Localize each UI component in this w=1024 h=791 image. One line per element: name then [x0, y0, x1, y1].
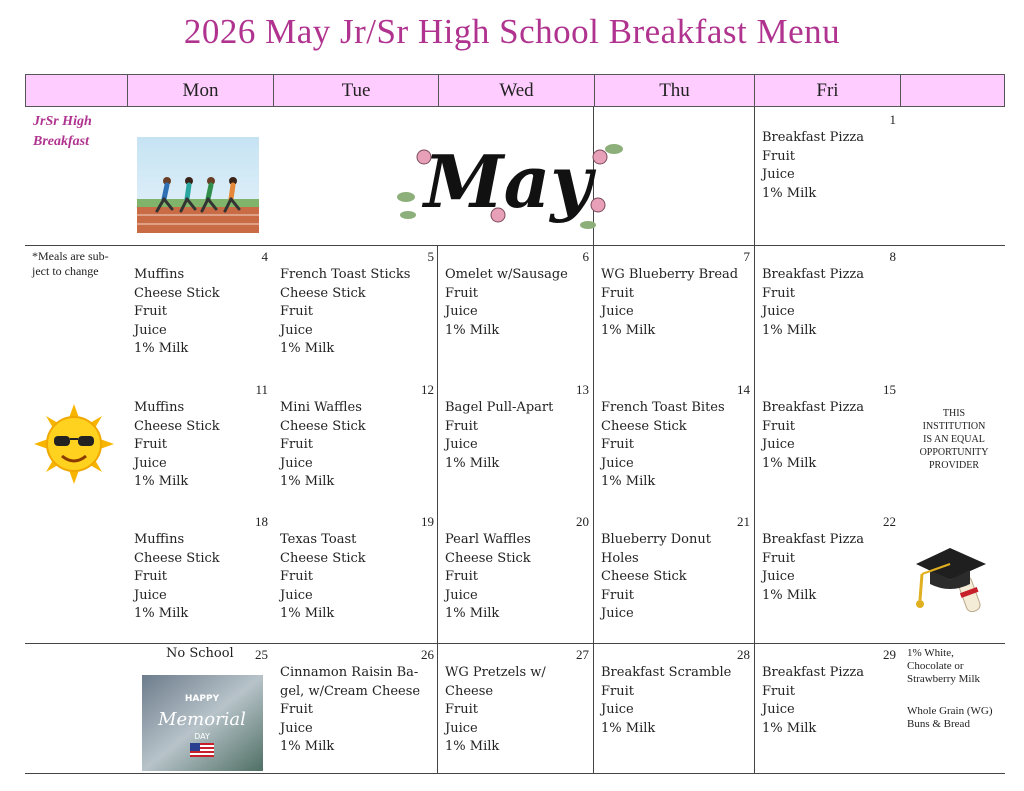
day-number: 19	[421, 514, 434, 529]
grid-line	[754, 107, 755, 773]
menu-item: 1% Milk	[601, 322, 656, 338]
eo-line: IS AN EQUAL	[923, 434, 985, 445]
menu-item: Fruit	[134, 304, 167, 320]
memorial-line-3: DAY	[194, 732, 210, 741]
menu-item: gel, w/Cream Cheese	[280, 683, 421, 699]
menu-item: Cheese Stick	[280, 550, 366, 566]
milk-line: Chocolate or	[907, 660, 964, 672]
menu-item: 1% Milk	[762, 720, 817, 736]
menu-item: Juice	[762, 167, 795, 183]
milk-note	[907, 647, 980, 686]
equal-opportunity-statement	[906, 407, 1002, 472]
menu-item: Juice	[601, 455, 634, 471]
day-number: 4	[261, 249, 268, 264]
day-number: 12	[421, 382, 434, 397]
menu-item: Holes	[601, 550, 639, 566]
menu-item: 1% Milk	[280, 341, 335, 357]
menu-item: 1% Milk	[601, 720, 656, 736]
menu-item: Juice	[601, 606, 634, 622]
menu-cell-tue-w4	[280, 531, 366, 624]
may-logo	[378, 127, 636, 243]
day-number: 6	[582, 249, 589, 264]
menu-item: Breakfast Pizza	[762, 400, 865, 415]
no-school-label: No School	[166, 646, 234, 661]
menu-item: 1% Milk	[445, 739, 500, 755]
menu-item: Juice	[445, 720, 478, 736]
menu-item: Juice	[280, 322, 313, 338]
menu-item: French Toast Bites	[601, 400, 725, 415]
meals-subject-note	[32, 249, 109, 279]
menu-item: 1% Milk	[280, 606, 335, 622]
day-number: 18	[255, 514, 268, 529]
day-number: 26	[421, 647, 434, 662]
menu-item: Fruit	[280, 702, 313, 718]
note-line-2: ject to change	[32, 264, 99, 278]
day-number: 8	[889, 249, 896, 264]
milk-line: Strawberry Milk	[907, 673, 981, 685]
eo-line: PROVIDER	[928, 460, 979, 471]
menu-item: French Toast Sticks	[280, 267, 411, 282]
menu-item: WG Pretzels w/	[445, 665, 546, 680]
menu-item: Breakfast Pizza	[762, 665, 865, 680]
header-blank-right	[900, 74, 1005, 107]
menu-cell-mon-w4	[134, 531, 220, 624]
menu-item: Fruit	[762, 683, 795, 699]
menu-cell-thu-w2	[601, 266, 738, 340]
menu-item: 1% Milk	[134, 606, 189, 622]
brand-line-1: JrSr High	[33, 114, 92, 129]
grid-line	[25, 643, 1005, 644]
menu-item: Juice	[601, 304, 634, 320]
menu-item: 1% Milk	[762, 587, 817, 603]
day-number: 15	[883, 382, 896, 397]
menu-item: Juice	[445, 437, 478, 453]
day-number: 29	[883, 647, 896, 662]
day-number: 25	[255, 647, 268, 662]
menu-item: Cinnamon Raisin Ba-	[280, 665, 419, 680]
menu-cell-tue-w2	[280, 266, 410, 359]
menu-item: Pearl Waffles	[445, 532, 531, 547]
menu-cell-wed-w3	[445, 399, 553, 473]
day-number: 22	[883, 514, 896, 529]
grid-line	[437, 245, 438, 773]
menu-cell-mon-w3	[134, 399, 220, 492]
menu-item: Breakfast Pizza	[762, 532, 865, 547]
menu-item: Fruit	[601, 683, 634, 699]
menu-item: Cheese Stick	[134, 285, 220, 301]
day-number: 11	[255, 382, 268, 397]
header-wed: Wed	[438, 74, 595, 107]
menu-item: Breakfast Pizza	[762, 130, 865, 145]
header-mon: Mon	[127, 74, 274, 107]
eo-line: INSTITUTION	[922, 421, 986, 432]
menu-item: 1% Milk	[762, 185, 817, 201]
menu-cell-wed-w5	[445, 664, 546, 757]
menu-item: Juice	[134, 455, 167, 471]
sun-sunglasses-icon	[34, 404, 114, 484]
menu-item: 1% Milk	[762, 455, 817, 471]
menu-cell-tue-w3	[280, 399, 366, 492]
menu-item: Fruit	[762, 550, 795, 566]
menu-item: 1% Milk	[445, 455, 500, 471]
menu-item: 1% Milk	[280, 474, 335, 490]
menu-cell-fri-w4	[762, 531, 864, 605]
menu-item: 1% Milk	[134, 341, 189, 357]
menu-cell-thu-w4	[601, 531, 711, 624]
menu-item: Fruit	[445, 569, 478, 585]
day-number: 27	[576, 647, 589, 662]
menu-item: Fruit	[280, 304, 313, 320]
menu-cell-fri-w5	[762, 664, 864, 738]
menu-item: Muffins	[134, 532, 185, 547]
day-number: 1	[889, 112, 896, 127]
menu-item: Cheese Stick	[601, 569, 687, 585]
day-number: 28	[737, 647, 750, 662]
menu-item: Fruit	[601, 285, 634, 301]
menu-item: Texas Toast	[280, 532, 357, 547]
note-line-1: *Meals are sub-	[32, 249, 109, 263]
menu-item: Blueberry Donut	[601, 532, 711, 547]
menu-item: Fruit	[280, 569, 313, 585]
day-number: 7	[743, 249, 750, 264]
menu-item: Fruit	[134, 437, 167, 453]
menu-item: Bagel Pull-Apart	[445, 400, 554, 415]
brand-label	[33, 112, 92, 152]
menu-item: 1% Milk	[445, 322, 500, 338]
graduation-cap-icon	[910, 534, 992, 618]
menu-item: Juice	[134, 587, 167, 603]
menu-item: Juice	[762, 569, 795, 585]
grid-line	[25, 773, 1005, 774]
menu-item: Fruit	[762, 285, 795, 301]
menu-item: Fruit	[280, 437, 313, 453]
menu-item: Fruit	[762, 148, 795, 164]
may-logo-text: May	[423, 139, 593, 224]
menu-item: 1% Milk	[601, 474, 656, 490]
memorial-line-2: Memorial	[158, 709, 246, 730]
menu-item: Omelet w/Sausage	[445, 267, 568, 282]
menu-item: 1% Milk	[280, 739, 335, 755]
day-number: 5	[427, 249, 434, 264]
day-number: 21	[737, 514, 750, 529]
menu-item: Juice	[762, 702, 795, 718]
menu-cell-wed-w4	[445, 531, 531, 624]
menu-cell-mon-w2	[134, 266, 220, 359]
menu-item: Muffins	[134, 400, 185, 415]
header-blank-left	[25, 74, 128, 107]
grain-line: Buns & Bread	[907, 718, 970, 730]
menu-item: Juice	[280, 587, 313, 603]
menu-item: Cheese Stick	[134, 418, 220, 434]
whole-grain-note	[907, 705, 993, 731]
grain-line: Whole Grain (WG)	[907, 705, 993, 717]
menu-cell-thu-w3	[601, 399, 725, 492]
menu-item: Fruit	[445, 418, 478, 434]
menu-item: Juice	[762, 304, 795, 320]
menu-item: Juice	[445, 304, 478, 320]
menu-item: Fruit	[445, 285, 478, 301]
menu-cell-fri-w1	[762, 129, 864, 203]
menu-item: Juice	[280, 455, 313, 471]
menu-item: Breakfast Scramble	[601, 665, 732, 680]
runners-image	[137, 137, 259, 233]
menu-item: Cheese Stick	[280, 418, 366, 434]
menu-item: Cheese	[445, 683, 494, 699]
menu-item: Juice	[445, 587, 478, 603]
header-tue: Tue	[273, 74, 439, 107]
menu-item: 1% Milk	[762, 322, 817, 338]
menu-item: Juice	[601, 702, 634, 718]
header-fri: Fri	[754, 74, 901, 107]
menu-item: Juice	[134, 322, 167, 338]
menu-cell-thu-w5	[601, 664, 731, 738]
memorial-line-1: HAPPY	[184, 694, 220, 704]
day-number: 14	[737, 382, 750, 397]
menu-item: Muffins	[134, 267, 185, 282]
menu-item: WG Blueberry Bread	[601, 267, 739, 282]
menu-item: Fruit	[445, 702, 478, 718]
menu-item: Juice	[280, 720, 313, 736]
menu-item: 1% Milk	[134, 474, 189, 490]
menu-item: Cheese Stick	[134, 550, 220, 566]
day-number: 13	[576, 382, 589, 397]
day-number: 20	[576, 514, 589, 529]
menu-item: Cheese Stick	[445, 550, 531, 566]
menu-item: Fruit	[134, 569, 167, 585]
header-thu: Thu	[594, 74, 755, 107]
menu-item: 1% Milk	[445, 606, 500, 622]
menu-item: Fruit	[601, 587, 634, 603]
menu-item: Breakfast Pizza	[762, 267, 865, 282]
eo-line: OPPORTUNITY	[919, 447, 989, 458]
eo-line: THIS	[942, 408, 966, 419]
menu-item: Cheese Stick	[280, 285, 366, 301]
menu-cell-tue-w5	[280, 664, 420, 757]
menu-item: Fruit	[601, 437, 634, 453]
menu-item: Mini Waffles	[280, 400, 362, 415]
menu-cell-wed-w2	[445, 266, 568, 340]
menu-item: Juice	[762, 437, 795, 453]
grid-line	[25, 245, 1005, 246]
menu-cell-fri-w2	[762, 266, 864, 340]
brand-line-2: Breakfast	[33, 134, 89, 149]
menu-item: Fruit	[762, 418, 795, 434]
menu-cell-fri-w3	[762, 399, 864, 473]
milk-line: 1% White,	[907, 647, 954, 659]
memorial-day-image	[142, 675, 263, 771]
menu-item: Cheese Stick	[601, 418, 687, 434]
page-title: 2026 May Jr/Sr High School Breakfast Menu	[183, 12, 841, 51]
